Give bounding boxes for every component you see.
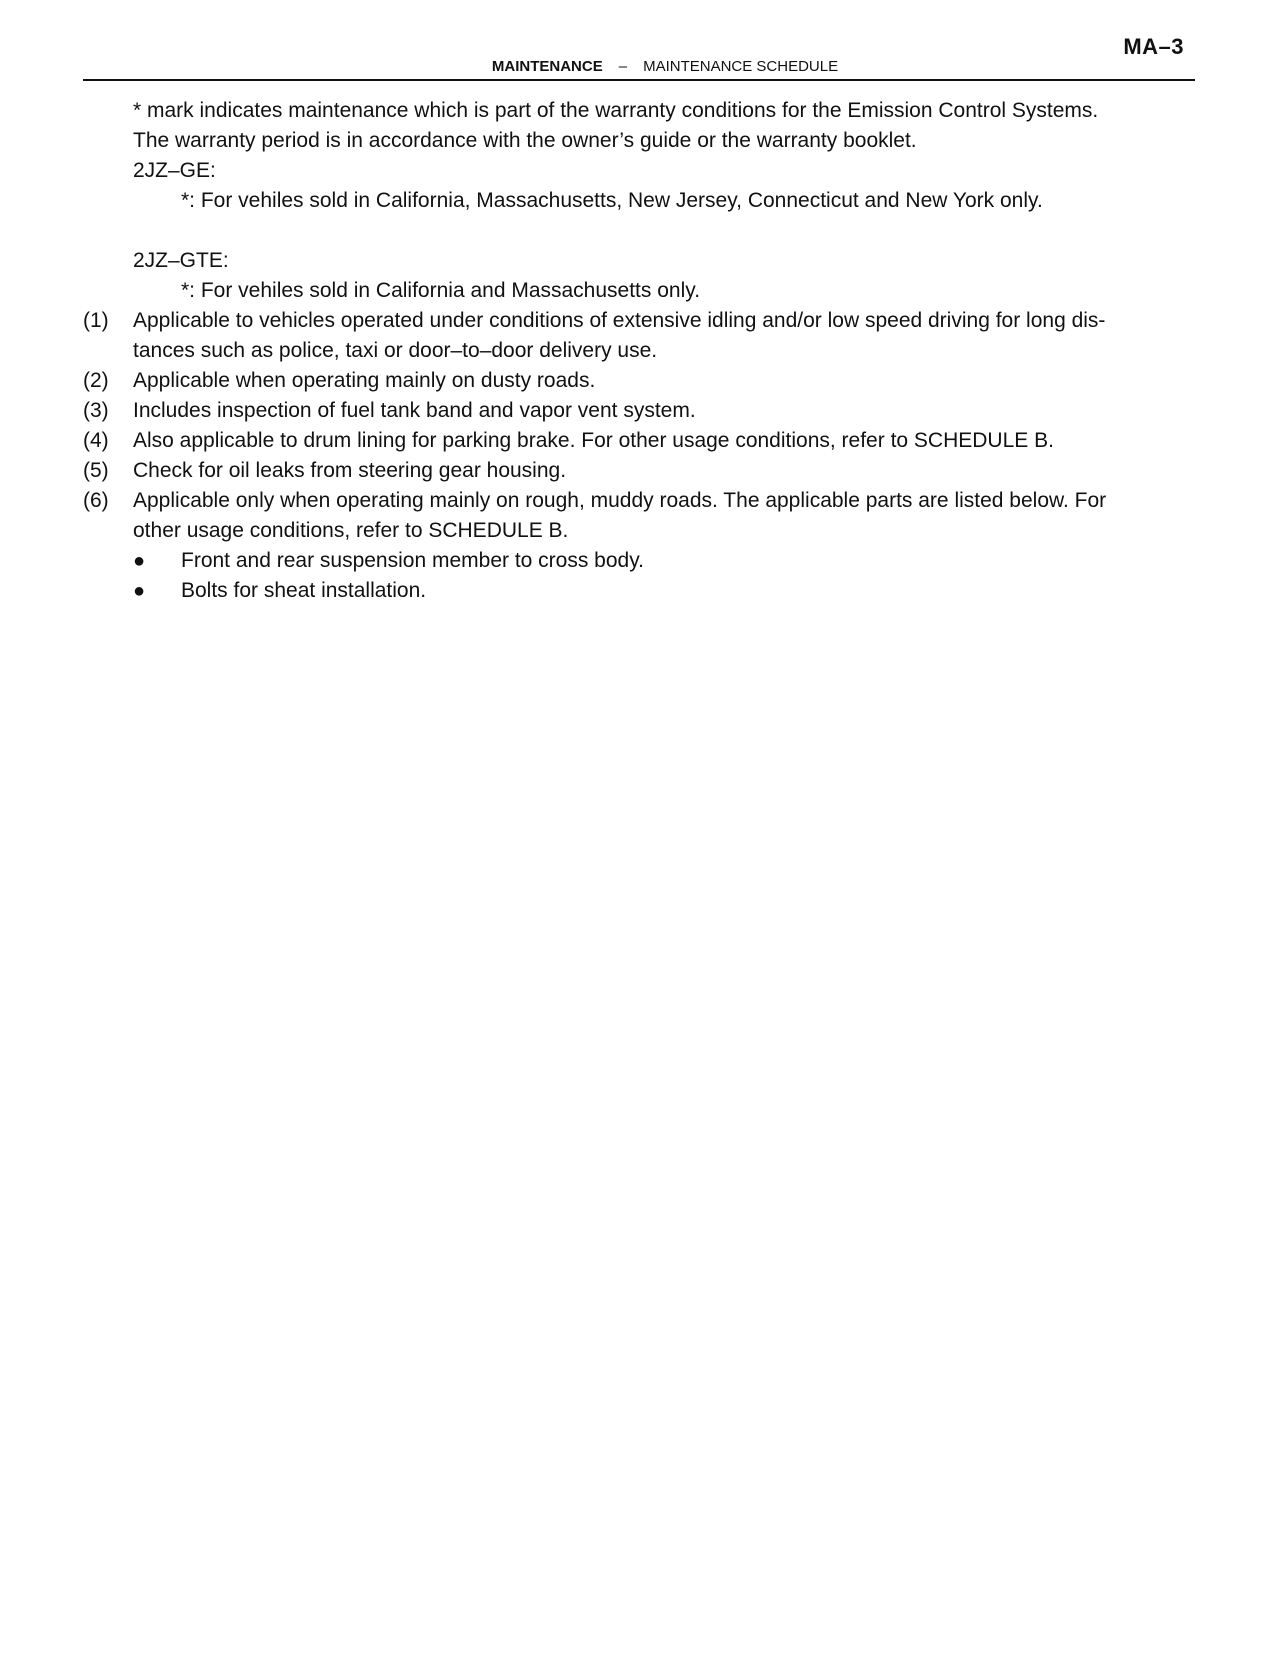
note-line: Applicable to vehicles operated under conditions of extensive idling and/or low speed driving for long dis-	[133, 309, 1106, 332]
bullet-item	[83, 576, 1195, 606]
spacer	[83, 216, 1195, 246]
note-text	[133, 486, 1195, 546]
note-text	[133, 306, 1195, 366]
note-line: tances such as police, taxi or door–to–door delivery use.	[133, 339, 658, 362]
note-number: (3)	[83, 399, 109, 422]
note-text	[133, 396, 1195, 426]
note-line: Includes inspection of fuel tank band and vapor vent system.	[133, 399, 696, 422]
note-text	[133, 366, 1195, 396]
header-rule	[83, 79, 1195, 81]
engine-note: *: For vehiles sold in California and Massachusetts only.	[181, 279, 701, 302]
bullet-icon: ●	[133, 550, 146, 572]
bullet-text: Bolts for sheat installation.	[181, 579, 427, 602]
note-number: (2)	[83, 369, 109, 392]
note-number: (1)	[83, 309, 109, 332]
header-section: MAINTENANCE	[491, 58, 603, 75]
note-line: Check for oil leaks from steering gear housing.	[133, 459, 567, 482]
document-body	[83, 96, 1195, 606]
bullet-icon: ●	[133, 580, 146, 602]
engine-label: 2JZ–GE:	[133, 159, 216, 182]
note-item	[83, 366, 1195, 396]
note-line: Applicable when operating mainly on dusty roads.	[133, 369, 596, 392]
note-text	[133, 456, 1195, 486]
header-subsection: MAINTENANCE SCHEDULE	[643, 58, 839, 75]
engine-note: *: For vehiles sold in California, Massachusetts, New Jersey, Connecticut and New York only.	[181, 189, 1043, 212]
note-text	[133, 426, 1195, 456]
note-line: Applicable only when operating mainly on rough, muddy roads. The applicable parts are listed below. For	[133, 489, 1107, 512]
header-separator: –	[618, 58, 628, 75]
note-item	[83, 456, 1195, 486]
engine-label: 2JZ–GTE:	[133, 249, 229, 272]
bullet-item	[83, 546, 1195, 576]
note-number: (4)	[83, 429, 109, 452]
running-header	[0, 58, 1280, 75]
note-number: (6)	[83, 489, 109, 512]
note-item	[83, 396, 1195, 426]
note-line: other usage conditions, refer to SCHEDULE B.	[133, 519, 569, 542]
note-number: (5)	[83, 459, 109, 482]
note-line: Also applicable to drum lining for parking brake. For other usage conditions, refer to SCHEDULE B.	[133, 429, 1054, 452]
note-item	[83, 426, 1195, 456]
bullet-text: Front and rear suspension member to cross body.	[181, 549, 644, 572]
note-item	[83, 486, 1195, 546]
intro-line: * mark indicates maintenance which is part of the warranty conditions for the Emission Control Systems.	[133, 99, 1099, 122]
page-number: MA–3	[1123, 34, 1184, 59]
intro-line: The warranty period is in accordance with the owner’s guide or the warranty booklet.	[133, 129, 917, 152]
note-item	[83, 306, 1195, 366]
